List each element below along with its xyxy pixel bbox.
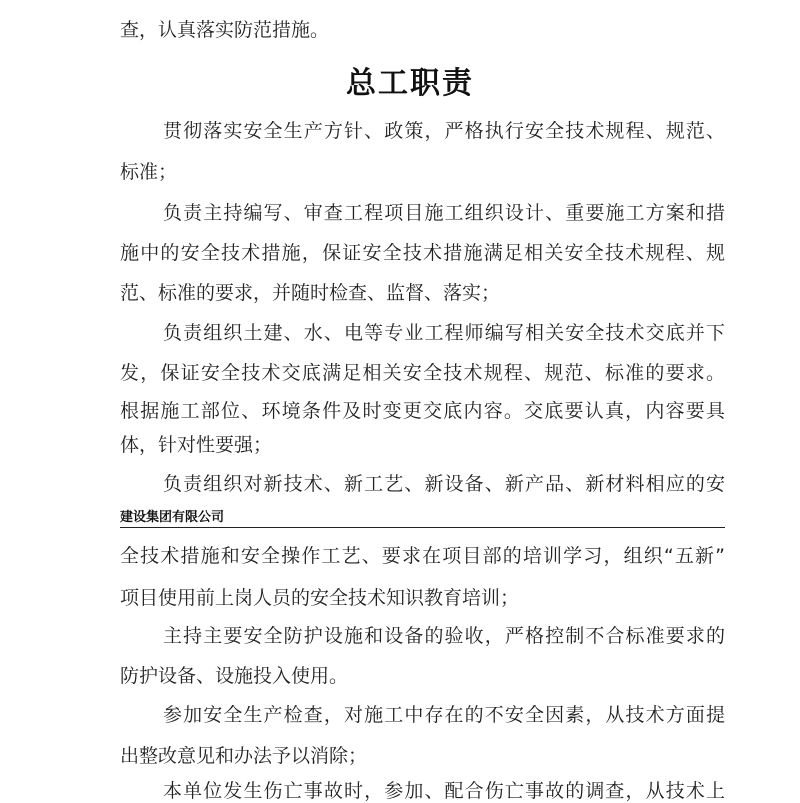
paragraph-line: 范、标准的要求，并随时检查、监督、落实； — [120, 282, 501, 304]
paragraph-line: 发，保证安全技术交底满足相关安全技术规程、规范、标准的要求。 — [120, 362, 725, 384]
paragraph-line: 负责组织土建、水、电等专业工程师编写相关安全技术交底并下 — [163, 322, 725, 344]
page-header-company: 建设集团有限公司 — [120, 510, 225, 525]
paragraph-line: 施中的安全技术措施，保证安全技术措施满足相关安全技术规程、规 — [120, 242, 725, 264]
paragraph-line: 负责主持编写、审查工程项目施工组织设计、重要施工方案和措 — [163, 202, 725, 224]
paragraph-line: 参加安全生产检查，对施工中存在的不安全因素，从技术方面提 — [163, 704, 725, 726]
paragraph-line: 体，针对性要强； — [120, 434, 273, 456]
paragraph-line: 全技术措施和安全操作工艺、要求在项目部的培训学习，组织“五新” — [120, 545, 725, 567]
paragraph-line: 出整改意见和办法予以消除； — [120, 745, 368, 767]
paragraph-line: 主持主要安全防护设施和设备的验收，严格控制不合标准要求的 — [163, 625, 725, 647]
section-title: 总工职责 — [346, 66, 474, 101]
paragraph-line: 贯彻落实安全生产方针、政策，严格执行安全技术规程、规范、 — [163, 120, 725, 142]
paragraph-line: 项目使用前上岗人员的安全技术知识教育培训； — [120, 587, 520, 609]
header-divider — [120, 527, 725, 528]
paragraph-line: 本单位发生伤亡事故时，参加、配合伤亡事故的调查，从技术上 — [163, 780, 725, 802]
paragraph-line: 查，认真落实防范措施。 — [120, 19, 330, 41]
paragraph-line: 防护设备、设施投入使用。 — [120, 665, 349, 687]
paragraph-line: 根据施工部位、环境条件及时变更交底内容。交底要认真，内容要具 — [120, 400, 725, 422]
paragraph-line: 标准； — [120, 161, 178, 183]
paragraph-line: 负责组织对新技术、新工艺、新设备、新产品、新材料相应的安 — [163, 473, 725, 495]
